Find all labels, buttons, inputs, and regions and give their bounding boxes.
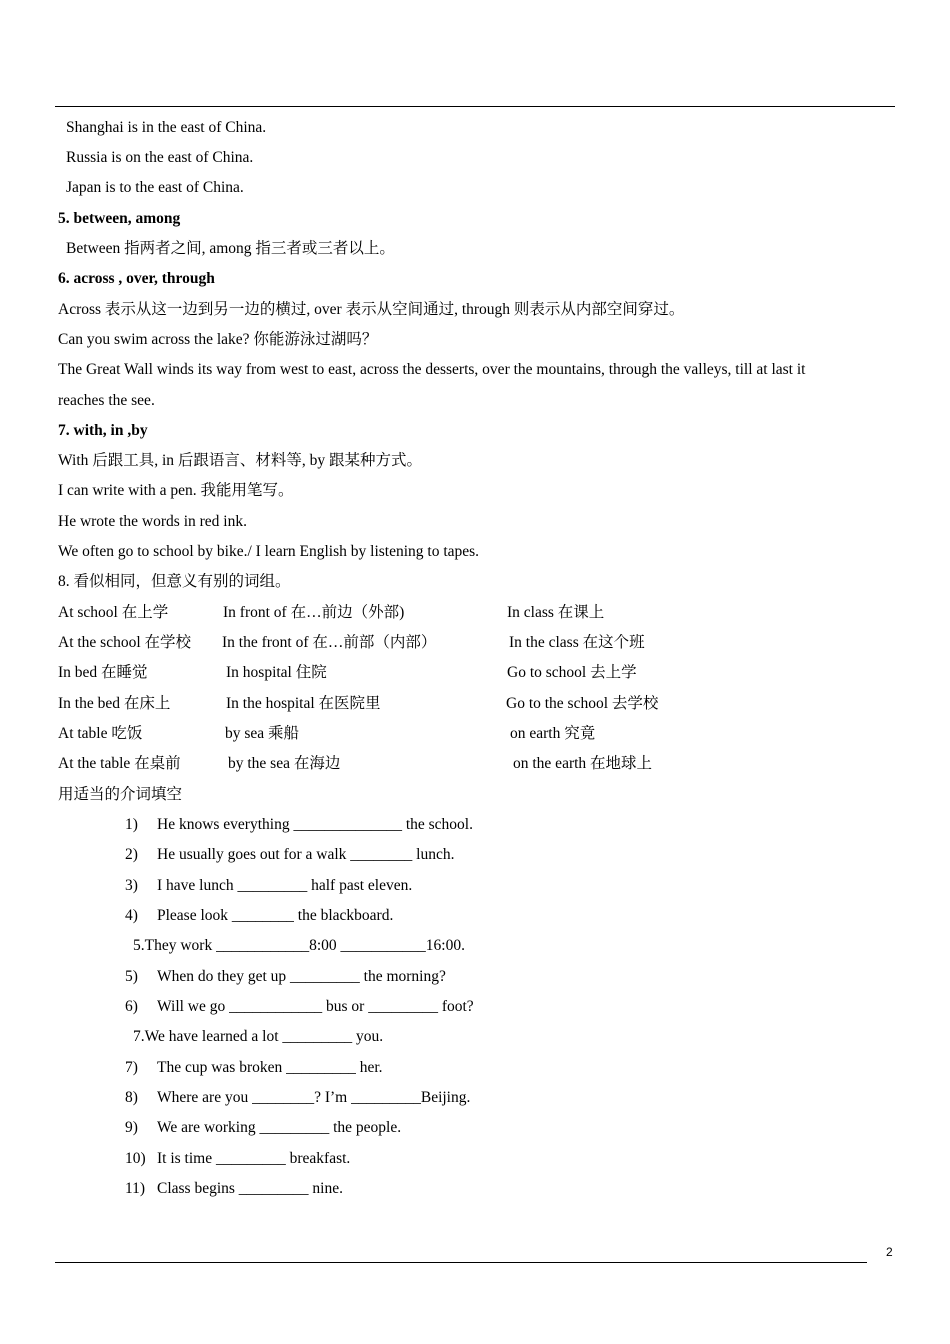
exercise-item	[125, 906, 393, 926]
text-line: reaches the see.	[58, 392, 155, 409]
section-heading: 6. across , over, through	[58, 270, 215, 287]
exercise-text: The cup was broken _________ her.	[157, 1059, 383, 1076]
text-line: Shanghai is in the east of China.	[66, 119, 267, 136]
exercise-item	[125, 997, 474, 1017]
phrase-cell: on earth 究竟	[510, 725, 596, 742]
phrase-cell: In front of 在…前边（外部)	[223, 604, 405, 621]
exercise-text: Please look ________ the blackboard.	[157, 907, 394, 924]
header-rule	[55, 106, 895, 107]
phrase-cell: on the earth 在地球上	[513, 755, 653, 772]
phrase-cell: by sea 乘船	[225, 725, 300, 742]
exercise-text: It is time _________ breakfast.	[157, 1150, 351, 1167]
exercise-item	[133, 1027, 383, 1047]
section-heading: 5. between, among	[58, 210, 181, 227]
exercise-title: 用适当的介词填空	[58, 786, 183, 803]
exercise-number: 11)	[125, 1180, 146, 1197]
exercise-item	[125, 876, 412, 896]
text-line: Russia is on the east of China.	[66, 149, 254, 166]
text-line: Japan is to the east of China.	[66, 179, 244, 196]
text-line: He wrote the words in red ink.	[58, 513, 247, 530]
text-line: Can you swim across the lake? 你能游泳过湖吗？	[58, 331, 378, 348]
exercise-number: 2)	[125, 846, 138, 863]
exercise-text: He usually goes out for a walk ________ lunch.	[157, 846, 455, 863]
exercise-number: 5)	[125, 968, 138, 985]
page-number: 2	[886, 1245, 893, 1259]
phrase-cell: In bed 在睡觉	[58, 664, 148, 681]
exercise-text: I have lunch _________ half past eleven.	[157, 877, 413, 894]
text-line: Across 表示从这一边到另一边的横过, over 表示从空间通过, through 则表示从内部空间穿过。	[58, 301, 685, 318]
exercise-item	[125, 845, 454, 865]
phrase-cell: At the table 在桌前	[58, 755, 181, 772]
phrase-cell: In class 在课上	[507, 604, 605, 621]
exercise-item	[125, 967, 446, 987]
text-line: The Great Wall winds its way from west to east, across the desserts, over the mountains, through the valleys, till at last it	[58, 361, 806, 378]
phrase-cell: At school 在上学	[58, 604, 169, 621]
exercise-text: Will we go ____________ bus or _________ foot?	[157, 998, 474, 1015]
section-heading: 7. with, in ,by	[58, 422, 148, 439]
exercise-text: 5.They work ____________8:00 ___________16:00.	[133, 937, 465, 954]
exercise-text: 7.We have learned a lot _________ you.	[133, 1028, 384, 1045]
exercise-text: Class begins _________ nine.	[157, 1180, 343, 1197]
phrase-cell: In hospital 住院	[226, 664, 327, 681]
exercise-item	[125, 1149, 350, 1169]
phrase-cell: Go to school 去上学	[507, 664, 637, 681]
exercise-number: 3)	[125, 877, 138, 894]
text-line: I can write with a pen. 我能用笔写。	[58, 482, 294, 499]
exercise-text: He knows everything ______________ the school.	[157, 816, 473, 833]
footer-rule	[55, 1262, 867, 1263]
exercise-text: When do they get up _________ the morning?	[157, 968, 446, 985]
exercise-text: Where are you ________? I’m _________Beijing.	[157, 1089, 471, 1106]
phrase-cell: Go to the school 去学校	[506, 695, 659, 712]
exercise-number: 6)	[125, 998, 138, 1015]
text-line: We often go to school by bike./ I learn English by listening to tapes.	[58, 543, 480, 560]
section-heading: 8. 看似相同，但意义有别的词组。	[58, 573, 291, 590]
phrase-cell: by the sea 在海边	[228, 755, 341, 772]
exercise-item	[133, 936, 465, 956]
exercise-number: 10)	[125, 1150, 146, 1167]
phrase-cell: At the school 在学校	[58, 634, 192, 651]
exercise-item	[125, 1088, 470, 1108]
exercise-number: 8)	[125, 1089, 138, 1106]
exercise-item	[125, 815, 473, 835]
exercise-text: We are working _________ the people.	[157, 1119, 402, 1136]
exercise-number: 7)	[125, 1059, 138, 1076]
phrase-cell: In the front of 在…前部（内部）	[222, 634, 437, 651]
exercise-item	[125, 1058, 383, 1078]
phrase-cell: At table 吃饭	[58, 725, 143, 742]
exercise-number: 1)	[125, 816, 138, 833]
phrase-cell: In the class 在这个班	[509, 634, 645, 651]
exercise-number: 4)	[125, 907, 138, 924]
exercise-number: 9)	[125, 1119, 138, 1136]
text-line: Between 指两者之间, among 指三者或三者以上。	[66, 240, 395, 257]
exercise-item	[125, 1179, 343, 1199]
phrase-cell: In the hospital 在医院里	[226, 695, 381, 712]
text-line: With 后跟工具, in 后跟语言、材料等, by 跟某种方式。	[58, 452, 423, 469]
exercise-item	[125, 1118, 401, 1138]
phrase-cell: In the bed 在床上	[58, 695, 171, 712]
